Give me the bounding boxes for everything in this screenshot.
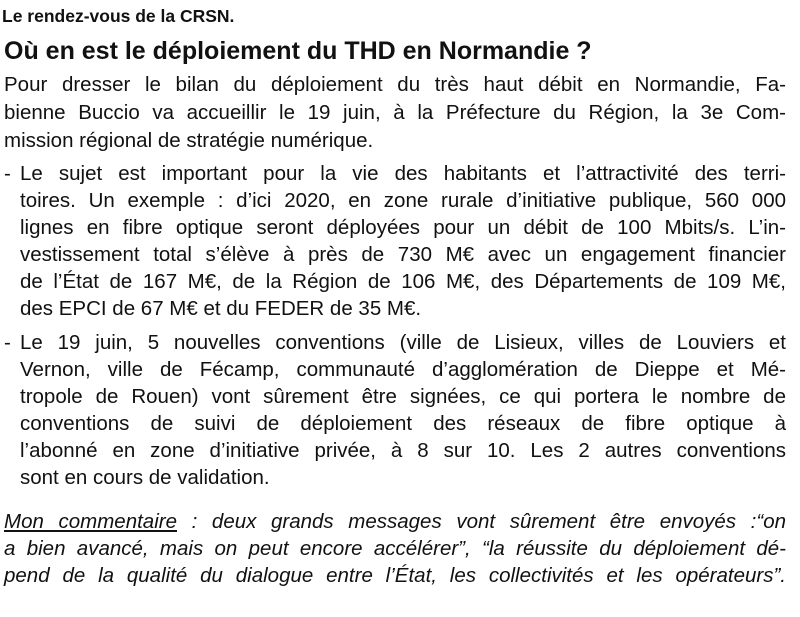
bullet-marker: - (4, 331, 11, 354)
bullet1-line-3: lignes en fibre optique seront déployées pour un débit de 100 Mbits/s. L’in- (20, 216, 786, 239)
comment-line-3: pend de la qualité du dialogue entre l’État, les collectivités et les opérateurs”. (4, 564, 786, 587)
comment-line-1 (4, 509, 786, 535)
section-label: Le rendez-vous de la CRSN. (2, 6, 235, 26)
bullet1-line-1: Le sujet est important pour la vie des habitants et l’attractivité des terri- (20, 162, 786, 185)
comment-text-1: : deux grands messages vont sûrement être envoyés :“on (176, 510, 786, 533)
bullet2-line-6: sont en cours de validation. (20, 466, 270, 489)
intro-line-2: bienne Buccio va accueillir le 19 juin, à la Préfecture du Région, la 3e Com- (4, 101, 786, 124)
bullet1-line-6: des EPCI de 67 M€ et du FEDER de 35 M€. (20, 297, 422, 320)
comment-label: Mon commentaire (4, 510, 177, 533)
bullet-marker: - (4, 162, 11, 185)
bullet2-line-5: l’abonné en zone d’initiative privée, à 8 sur 10. Les 2 autres conventions (20, 439, 786, 462)
bullet1-line-4: vestissement total s’élève à près de 730 M€ avec un engagement financier (20, 243, 786, 266)
bullet2-line-2: Vernon, ville de Fécamp, communauté d’agglomération de Dieppe et Mé- (20, 358, 786, 381)
bullet1-line-2: toires. Un exemple : d’ici 2020, en zone rurale d’initiative publique, 560 000 (20, 189, 786, 212)
intro-line-3: mission régional de stratégie numérique. (4, 129, 374, 152)
bullet2-line-4: conventions de suivi de déploiement des réseaux de fibre optique à (20, 412, 786, 435)
intro-line-1: Pour dresser le bilan du déploiement du très haut débit en Normandie, Fa- (4, 73, 786, 96)
bullet2-line-1: Le 19 juin, 5 nouvelles conventions (ville de Lisieux, villes de Louviers et (20, 331, 786, 354)
bullet2-line-3: tropole de Rouen) vont sûrement être signées, ce qui portera le nombre de (20, 385, 786, 408)
comment-line-2: a bien avancé, mais on peut encore accélérer”, “la réussite du déploiement dé- (4, 537, 786, 560)
bullet1-line-5: de l’État de 167 M€, de la Région de 106 M€, des Départements de 109 M€, (20, 270, 786, 293)
article-title: Où en est le déploiement du THD en Normandie ? (4, 37, 592, 65)
